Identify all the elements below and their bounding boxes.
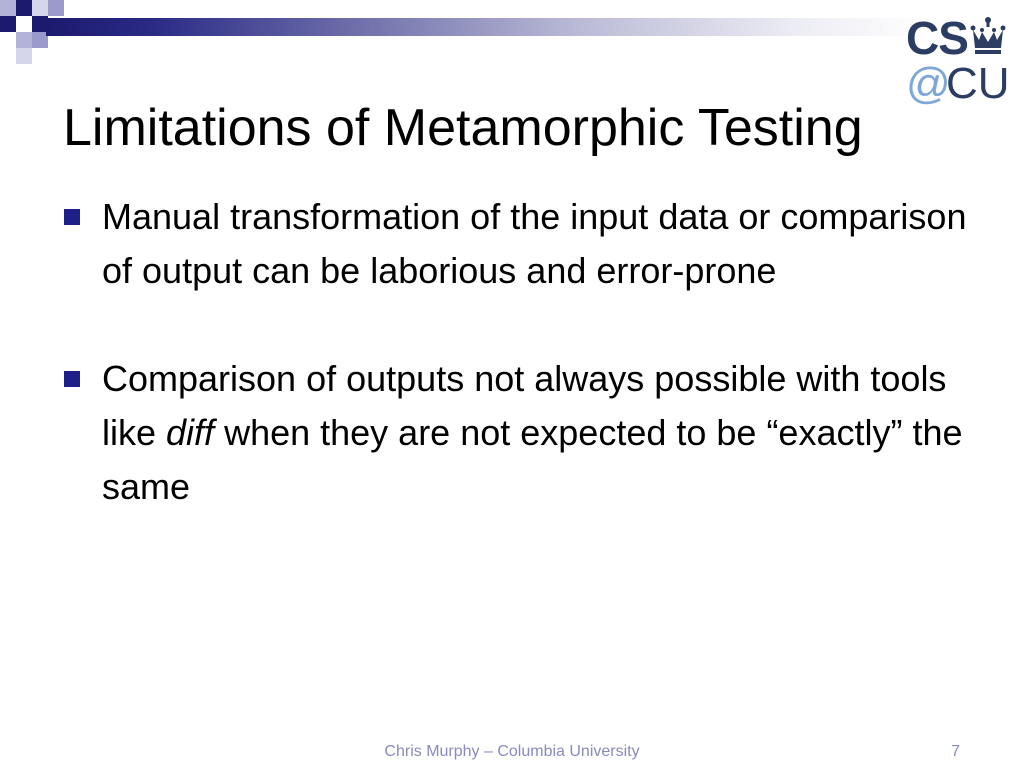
decor-square <box>16 0 32 16</box>
bullet-text <box>102 358 963 507</box>
footer-author: Chris Murphy – Columbia University <box>384 743 640 760</box>
bullet-text-after: when they are not expected to be “exactly” the same <box>102 412 963 507</box>
decor-square <box>16 32 32 48</box>
decor-square <box>16 48 32 64</box>
logo-cu-text: CU <box>946 59 1010 108</box>
cs-cu-logo <box>906 12 1010 108</box>
bullet-text-before: Comparison of outputs not always possible with tools like <box>102 358 947 453</box>
decor-square <box>48 0 64 16</box>
crown-icon <box>970 16 1006 56</box>
bullet-item <box>64 352 984 514</box>
square-bullet-icon <box>64 209 80 225</box>
bullet-text: Manual transformation of the input data or comparison of output can be laborious and error-prone <box>102 196 967 291</box>
slide-title: Limitations of Metamorphic Testing <box>63 99 863 157</box>
header-gradient-bar <box>46 18 926 36</box>
bullet-list <box>64 190 984 514</box>
bullet-item <box>64 190 984 298</box>
decor-square <box>0 0 16 16</box>
page-number: 7 <box>951 743 960 760</box>
decor-square <box>32 0 48 16</box>
square-bullet-icon <box>64 371 80 387</box>
logo-at-text: @ <box>906 59 951 108</box>
decor-square <box>0 16 16 32</box>
bullet-text-italic: diff <box>166 412 215 453</box>
logo-cs-text: CS <box>906 12 968 64</box>
